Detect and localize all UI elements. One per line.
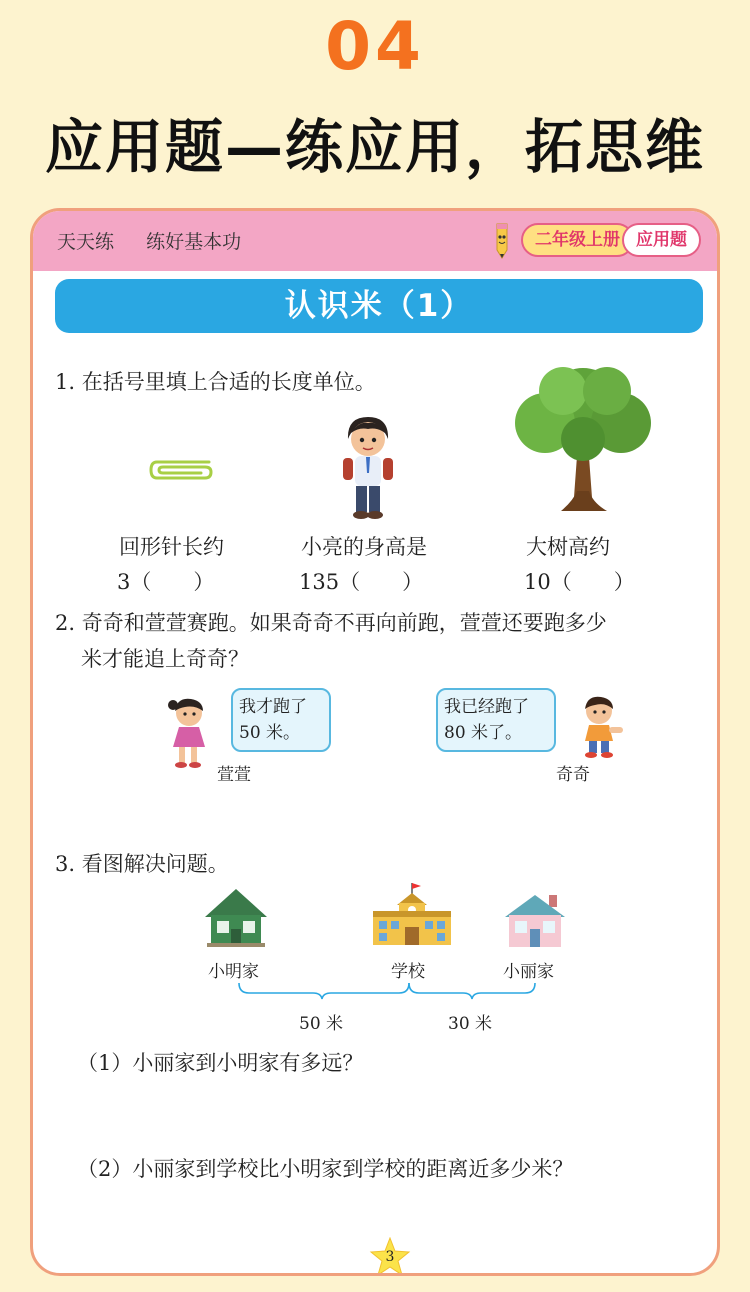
distance-30-label: 30 米 <box>448 1014 493 1034</box>
question-3-sub1: （1）小丽家到小明家有多远？ <box>77 1051 364 1075</box>
paperclip-icon <box>149 457 217 483</box>
boy-xiaoliang-icon <box>333 411 403 521</box>
type-badge: 应用题 <box>622 223 701 257</box>
xiaoli-house-icon <box>503 891 567 951</box>
school-icon <box>371 881 453 949</box>
girl-xuanxuan-icon <box>161 695 217 771</box>
lesson-title: 认识米（1） <box>55 279 703 333</box>
worksheet-card <box>30 208 720 1276</box>
question-3-prompt: 3. 看图解决问题。 <box>55 852 229 876</box>
qiqi-speech-bubble <box>436 688 556 752</box>
card-header <box>33 211 717 271</box>
question-1-prompt: 1. 在括号里填上合适的长度单位。 <box>55 370 376 394</box>
xiaoli-home-label: 小丽家 <box>503 962 554 982</box>
xuanxuan-bubble-line2: 50 米。 <box>239 723 301 743</box>
xuanxuan-speech-bubble <box>231 688 331 752</box>
tree-icon <box>503 361 663 511</box>
section-number: 04 <box>325 8 425 85</box>
qiqi-name: 奇奇 <box>556 765 590 785</box>
tree-answer-blank[interactable]: 10（ ） <box>524 570 635 594</box>
page-number: 3 <box>385 1249 395 1265</box>
grade-badge: 二年级上册 <box>521 223 634 257</box>
question-3-sub2: （2）小丽家到学校比小明家到学校的距离近多少米？ <box>77 1157 574 1181</box>
header-daily-practice: 天天练 <box>57 231 115 253</box>
header-basic-skills: 练好基本功 <box>146 231 242 253</box>
question-2-prompt-line2: 米才能追上奇奇？ <box>81 647 249 671</box>
header-left <box>57 227 267 254</box>
xiaoming-home-label: 小明家 <box>208 962 259 982</box>
tree-label: 大树高约 <box>526 535 610 559</box>
xuanxuan-name: 萱萱 <box>217 765 251 785</box>
header-badge <box>487 221 701 259</box>
question-2-prompt-line1: 2. 奇奇和萱萱赛跑。如果奇奇不再向前跑，萱萱还要跑多少 <box>55 611 607 635</box>
qiqi-bubble-line1: 我已经跑了 <box>444 697 529 717</box>
qiqi-bubble-line2: 80 米了。 <box>444 723 523 743</box>
paperclip-label: 回形针长约 <box>119 535 224 559</box>
paperclip-answer-blank[interactable]: 3（ ） <box>117 570 215 594</box>
xiaoming-house-icon <box>203 887 269 949</box>
height-answer-blank[interactable]: 135（ ） <box>299 570 424 594</box>
page-headline: 应用题—练应用，拓思维 <box>44 113 705 181</box>
pencil-mascot-icon <box>487 220 517 260</box>
school-label: 学校 <box>391 962 425 982</box>
distance-50-label: 50 米 <box>299 1014 344 1034</box>
xuanxuan-bubble-line1: 我才跑了 <box>239 697 307 717</box>
distance-bracket <box>233 981 543 1011</box>
height-label: 小亮的身高是 <box>301 535 427 559</box>
boy-qiqi-icon <box>569 693 629 759</box>
